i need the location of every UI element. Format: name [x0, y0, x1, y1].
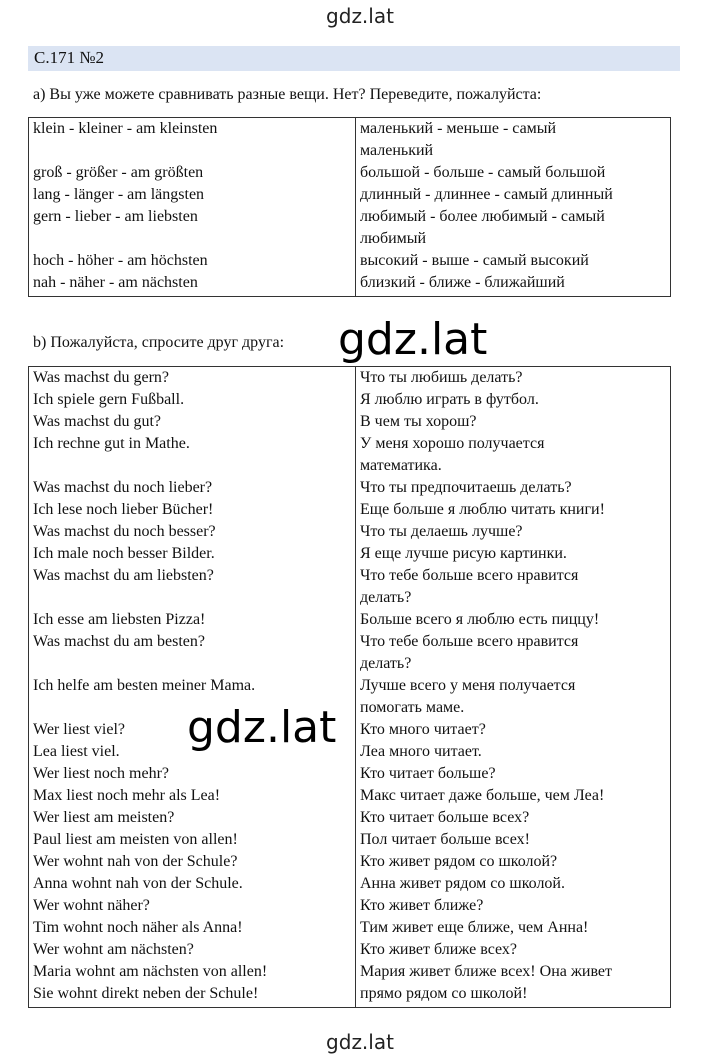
text-line: маленький: [360, 142, 434, 159]
text-line: У меня хорошо получается: [360, 435, 545, 452]
text-line: Ich rechne gut in Mathe.: [33, 435, 190, 452]
text-line: Пол читает больше всех!: [360, 831, 530, 848]
text-line: Еще больше я люблю читать книги!: [360, 501, 605, 518]
table-b-german-column: [29, 367, 356, 1008]
text-line: Кто живет ближе всех?: [360, 941, 517, 958]
text-line: маленький - меньше - самый: [360, 120, 557, 137]
text-line: hoch - höher - am höchsten: [33, 252, 208, 269]
text-line: Was machst du am besten?: [33, 633, 205, 650]
text-line: nah - näher - am nächsten: [33, 274, 198, 291]
text-line: Что тебе больше всего нравится: [360, 633, 579, 650]
text-line: помогать маме.: [360, 699, 465, 716]
text-line: Лучше всего у меня получается: [360, 677, 576, 694]
text-line: большой - больше - самый большой: [360, 164, 606, 181]
text-line: делать?: [360, 655, 412, 672]
text-line: любимый - более любимый - самый: [360, 208, 605, 225]
table-b: [28, 366, 671, 1008]
page-title: C.171 №2: [34, 48, 105, 67]
text-line: Wer liest am meisten?: [33, 809, 175, 826]
table-b-russian-column: [356, 367, 671, 1008]
table-a-german-column: [29, 118, 356, 297]
text-line: Кто читает больше всех?: [360, 809, 530, 826]
text-line: Ich esse am liebsten Pizza!: [33, 611, 206, 628]
text-line: Wer wohnt nah von der Schule?: [33, 853, 238, 870]
text-line: Ich helfe am besten meiner Mama.: [33, 677, 256, 694]
text-line: Кто живет ближе?: [360, 897, 484, 914]
text-line: [33, 653, 351, 675]
watermark-top: gdz.lat: [326, 4, 394, 28]
table-a-russian-column: [356, 118, 671, 297]
text-line: Tim wohnt noch näher als Anna!: [33, 919, 243, 936]
text-line: математика.: [360, 457, 442, 474]
text-line: Кто читает больше?: [360, 765, 496, 782]
text-line: Paul liest am meisten von allen!: [33, 831, 238, 848]
text-line: Wer wohnt näher?: [33, 897, 150, 914]
text-line: [33, 228, 351, 250]
instruction-a: a) Вы уже можете сравнивать разные вещи. Нет? Переведите, пожалуйста:: [33, 86, 542, 103]
text-line: Ich male noch besser Bilder.: [33, 545, 215, 562]
text-line: близкий - ближе - ближайший: [360, 274, 565, 291]
text-line: Maria wohnt am nächsten von allen!: [33, 963, 268, 980]
instruction-b: b) Пожалуйста, спросите друг друга:: [33, 334, 285, 351]
header-band: [28, 46, 680, 71]
watermark-large: gdz.lat: [187, 702, 337, 753]
text-line: Кто много читает?: [360, 721, 486, 738]
text-line: Ich lese noch lieber Bücher!: [33, 501, 214, 518]
table-a: [28, 117, 671, 297]
text-line: прямо рядом со школой!: [360, 985, 528, 1002]
text-line: любимый: [360, 230, 427, 247]
text-line: lang - länger - am längsten: [33, 186, 205, 203]
text-line: Was machst du gut?: [33, 413, 162, 430]
text-line: Anna wohnt nah von der Schule.: [33, 875, 243, 892]
text-line: [33, 587, 351, 609]
text-line: длинный - длиннее - самый длинный: [360, 186, 613, 203]
text-line: Wer liest viel?: [33, 721, 126, 738]
text-line: [33, 455, 351, 477]
text-line: Was machst du noch lieber?: [33, 479, 213, 496]
text-line: Что ты предпочитаешь делать?: [360, 479, 572, 496]
watermark-large: gdz.lat: [338, 314, 488, 365]
text-line: Was machst du am liebsten?: [33, 567, 214, 584]
text-line: Что ты делаешь лучше?: [360, 523, 523, 540]
text-line: Я люблю играть в футбол.: [360, 391, 539, 408]
text-line: gern - lieber - am liebsten: [33, 208, 198, 225]
text-line: Леа много читает.: [360, 743, 482, 760]
text-line: Lea liest viel.: [33, 743, 120, 760]
text-line: Мария живет ближе всех! Она живет: [360, 963, 613, 980]
text-line: Ich spiele gern Fußball.: [33, 391, 185, 408]
text-line: Что тебе больше всего нравится: [360, 567, 579, 584]
text-line: делать?: [360, 589, 412, 606]
text-line: Тим живет еще ближе, чем Анна!: [360, 919, 589, 936]
text-line: Я еще лучше рисую картинки.: [360, 545, 567, 562]
text-line: groß - größer - am größten: [33, 164, 204, 181]
text-line: Кто живет рядом со школой?: [360, 853, 558, 870]
text-line: В чем ты хорош?: [360, 413, 477, 430]
watermark-bottom: gdz.lat: [326, 1030, 394, 1054]
text-line: Was machst du gern?: [33, 369, 169, 386]
text-line: Sie wohnt direkt neben der Schule!: [33, 985, 259, 1002]
text-line: [33, 140, 351, 162]
text-line: Что ты любишь делать?: [360, 369, 523, 386]
text-line: Was machst du noch besser?: [33, 523, 216, 540]
text-line: Анна живет рядом со школой.: [360, 875, 565, 892]
text-line: Wer liest noch mehr?: [33, 765, 169, 782]
text-line: высокий - выше - самый высокий: [360, 252, 589, 269]
text-line: Макс читает даже больше, чем Леа!: [360, 787, 605, 804]
text-line: Больше всего я люблю есть пиццу!: [360, 611, 600, 628]
text-line: Max liest noch mehr als Lea!: [33, 787, 221, 804]
text-line: Wer wohnt am nächsten?: [33, 941, 194, 958]
text-line: klein - kleiner - am kleinsten: [33, 120, 218, 137]
